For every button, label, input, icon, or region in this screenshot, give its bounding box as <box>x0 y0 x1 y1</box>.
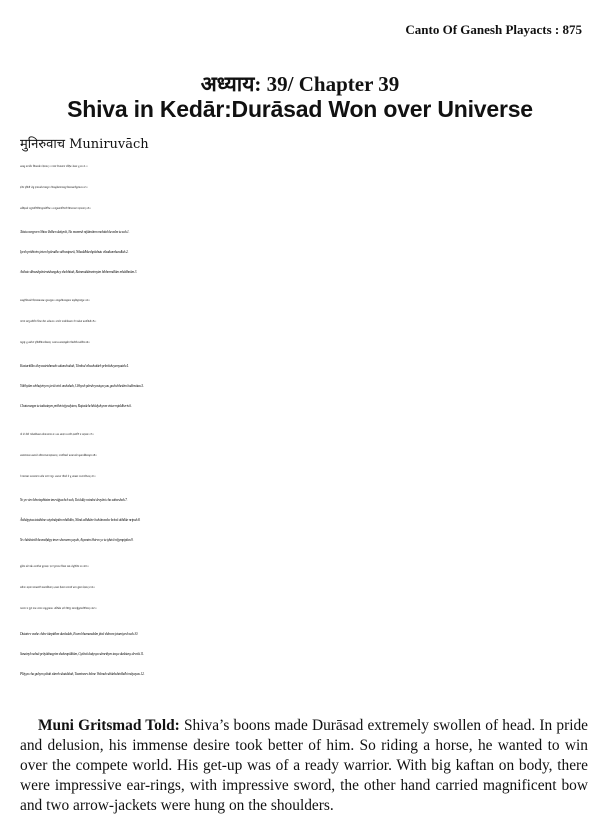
verse-block-2 <box>20 290 590 353</box>
verse-line: ससैन्यः सहसा प्रायान्नगरीं शक्रपालिताम्। ज्ञात्वा दैत्यस्य सामर्थ्यं तस्य दुष्टस्य देवराट्।।11।। <box>20 586 96 589</box>
verse-line: दूतैरेव वशे चक्रे तानपीत्थं दुरासदः। एवं भूमण्डलं जित्वा शक्रं जेतुमियेष सः।।10।। <box>20 565 89 568</box>
verse-line: चतुरङ्गं तु तत्सैन्यं पृथिवीविजयोद्यतम्। रजसाऽऽच्छादयद्व्योम विस्तीर्णजलधेरिव।।6।। <box>20 341 90 344</box>
transliteration-block-4 <box>20 624 590 684</box>
transliteration-block-1 <box>20 222 590 282</box>
transliteration-line: Kasturitilko divyvastrtshnnah sukanchukah, Tāmbul vilsadvaktrh prkritidwysmyutah.4. <box>20 364 129 368</box>
verse-block-4 <box>20 556 590 619</box>
running-header: Canto Of Ganesh Playacts : 875 <box>405 22 582 37</box>
verse-line: असिहस्तो धनुष्पाणिर्निषंगद्वयशोभितः। रत्नमुक्तामणिमयीं बिभ्रन्मालां महाधनाम्।।3।। <box>20 207 91 210</box>
transliteration-line: Āsthāpytas tatsthāne sviyānāptān mhāblān, Nānā adhikāre balvānvashe kritvā akhilān nripah.8. <box>20 518 141 522</box>
verse-block-1 <box>20 156 590 219</box>
transliteration-line: Yo yo viro bhvetsphitstm tmevājyachch sah, Tat ādāy ratnāni drvyāni cha sahsrshah.7. <box>20 498 128 502</box>
verse-block-3 <box>20 424 590 487</box>
transliteration-line: Tatstu vargrven Shiva lbdhen daityrāt, Na mamrsh nijātmānm mohitah kevalm tu sah.1. <box>20 230 130 234</box>
transliteration-line: Ye chāshstrāh kranstḥāpy tmev sharanm yayuh, Atyantm bhirvo ye tu tyktvā rājympiplan.9. <box>20 538 134 542</box>
transliteration-line: Dutairev vashe chkre tānpitthm durāsdah, Evam bhumandalm jitvā shkram jetumiyesh sah.10. <box>20 632 138 636</box>
transliteration-line: Yābhyām svbhujviryen jeetā virā anekshah, Ubhyoh pārshvyostsya yau gachchhetām balānvitau.5. <box>20 384 144 388</box>
speaker-label: मुनिरुवाच Muniruvāch <box>20 137 149 152</box>
paragraph-text: Shiva’s boons made Durāsad extremely swollen of head. In pride and delusion, his immense desire took better of him. So riding a horse, he wanted to win over the compete world. His get-up was of a ready warrior. With big kaftan on body, there were impressive ear-rings, with impressive sword, the other hand carried magnificent bow and two arrow-jackets were hung on the shoulders. <box>20 717 588 814</box>
chapter-heading: अध्याय: 39/ Chapter 39 <box>200 72 400 96</box>
transliteration-line: Iyesh prithivim jetum hyārudho abhvatpurā, Nibaddhkeshpāshstu vilsatkarnkundlah.2. <box>20 250 129 254</box>
verse-line: पलाय्य च गुहां यातः सामरः सकुटुम्बकः। तस्मिन्नेव क्षणे विष्णुः स्थानाद्वैकुण्ठमीयिवान्।।12।। <box>20 607 97 610</box>
transliteration-block-3 <box>20 490 590 550</box>
transliteration-line: Chaturangm tu tadsainym prithivivijyodytam, Rajasāchchhādydvyom visteernjaldheriv.6. <box>20 404 132 408</box>
verse-line: याभ्यां स्वभुजवीर्येण जिता वीरा अनेकशः। उभयोः पार्श्वयोस्तस्य यौ गच्छेतां बलान्वितौ।।5।। <box>20 320 97 323</box>
transliteration-line: Asihsto dhnushpānirnishangdwy shobhitah, Ratnmuktāmnimyim bibhrnmālām mhādhnām.3. <box>20 270 137 274</box>
chapter-title: Shiva in Kedār:Durāsad Won over Universe <box>67 96 533 122</box>
verse-line: यो यो वीरो भवेत्स्फीतस्तं तमेवाजयच्च सः। तत आदाय रत्नानि द्रव्याणि च सहस्रशः।।7।। <box>20 433 94 436</box>
verse-line: आस्थापयत्स तत्स्थाने स्वीयानाप्तान्महाबलान्। नानाधिकारे बलवान्वशे कृत्वाऽखिलान्नृपः।।8।। <box>20 454 97 457</box>
paragraph-lead: Muni Gritsmad Told: <box>38 717 180 734</box>
transliteration-line: Plāyya cha guhym yātah sāmrh skutubkah, Tasminnev kshne Vishnuh sthānkshirābdhi māyayau.12. <box>20 672 145 676</box>
verse-line: इयेष पृथिवीं जेतुं हयारूढोऽभवत्पुरा। निबद्धकेशपाशस्तु विलसत्कर्णकुण्डलः।।2।। <box>20 186 88 189</box>
verse-line: कस्तूरीतिलको दिव्यवस्त्रच्छन्नः सुकञ्चुकः। ताम्बूलविलसद्वक्त्रः प्रकृतिद्वयसंयुतः।।4।। <box>20 299 90 302</box>
translation-paragraph <box>20 716 588 816</box>
verse-line: ततस्तु वरगर्वेन शिवलब्धेन दैत्यराट्। न मम्र्ष निजात्मानं मोहितः केवलं तु सः।।1।। <box>20 165 88 168</box>
transliteration-line: Sasainyh sahsā prāyādnagrim shakrapālitām, Gyātvā daitysya sāmrthym tasya dushtasy devrāt.11. <box>20 652 144 656</box>
verse-line: ये चाशस्त्राः करान्स्थाप्य तमेव शरणं ययुः। अत्यन्तं भीरवो ये तु त्यक्त्वा राज्यमपीप्लन्।।9।। <box>20 475 96 478</box>
transliteration-block-2 <box>20 356 590 416</box>
